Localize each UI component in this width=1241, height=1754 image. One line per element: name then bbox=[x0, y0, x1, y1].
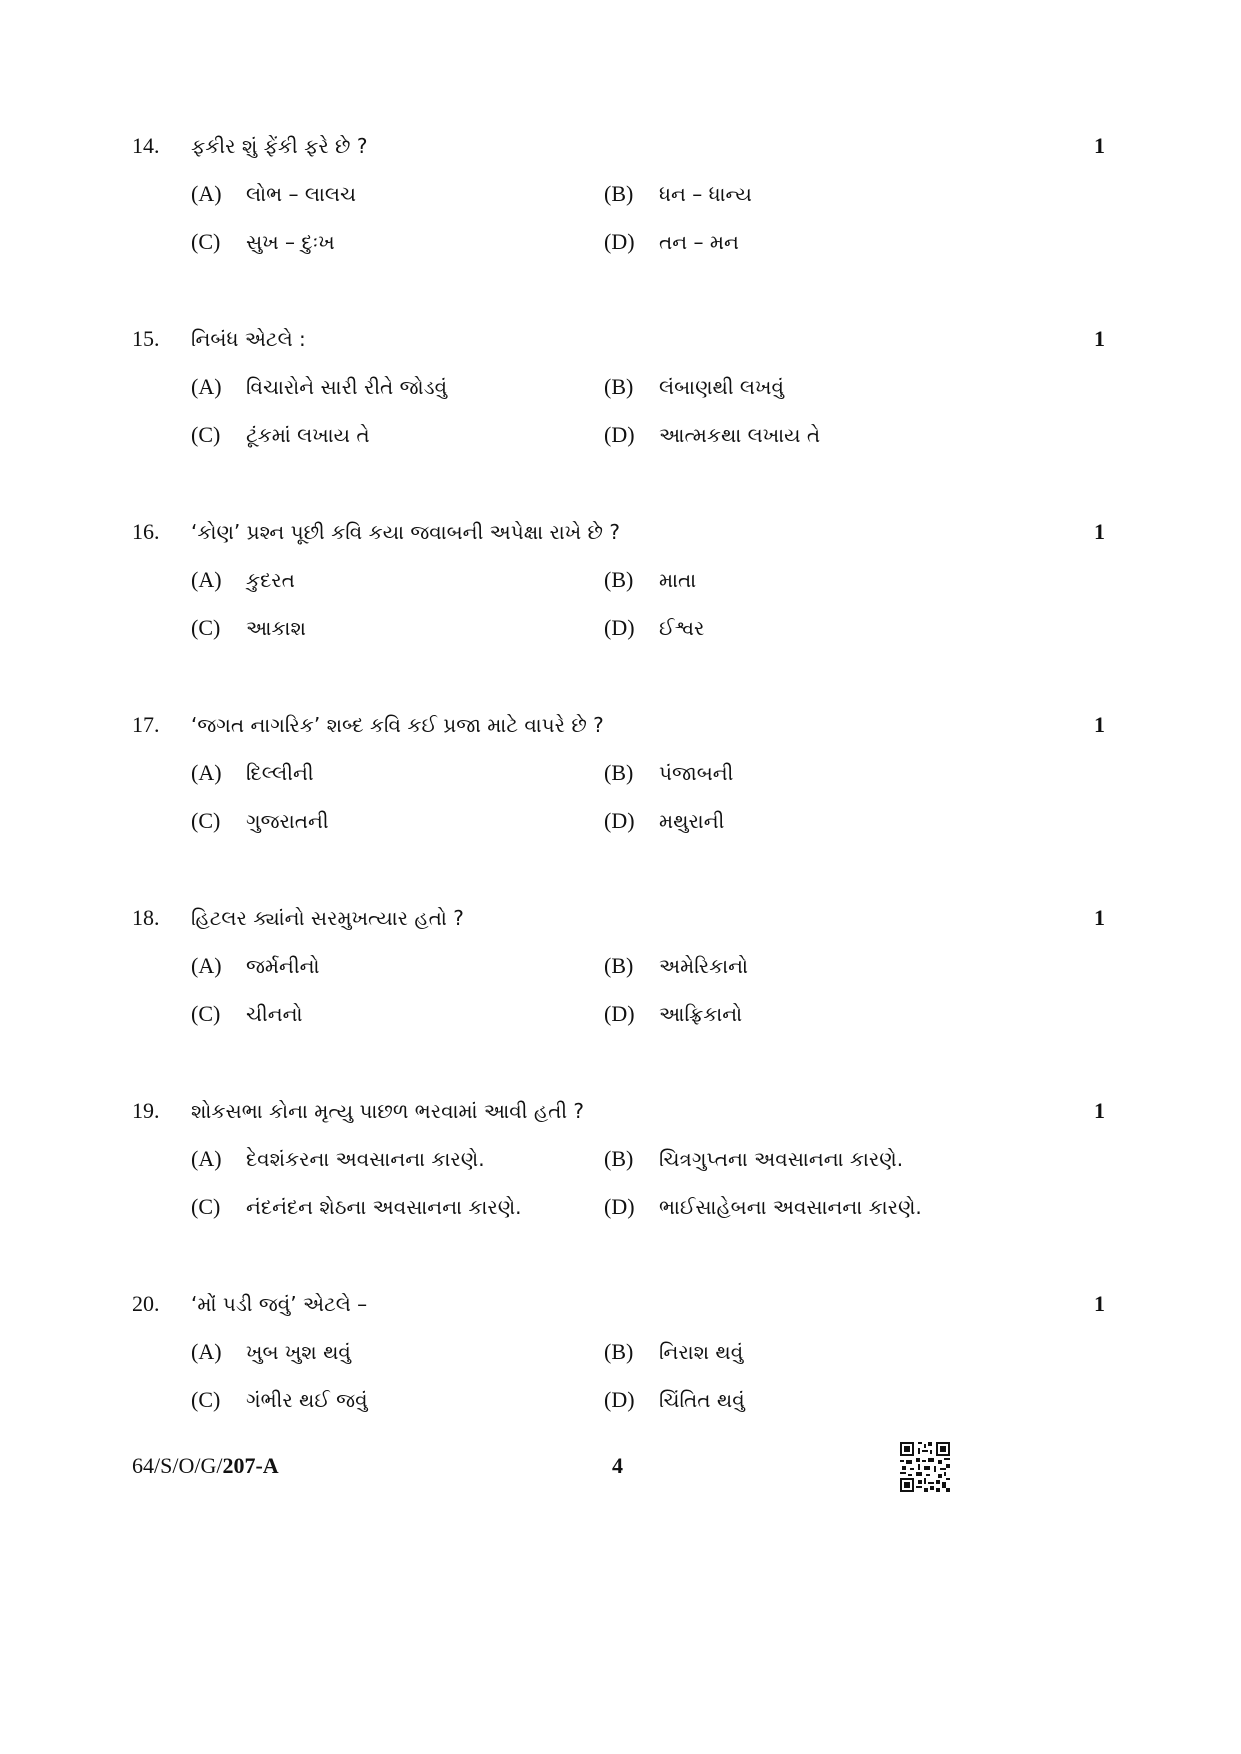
option-text: આત્મકથા લખાય તે bbox=[659, 423, 821, 447]
option-text: દેવશંકરના અવસાનના કારણે. bbox=[246, 1147, 485, 1171]
question-marks: 1 bbox=[1094, 712, 1105, 737]
option-label: (D) bbox=[604, 1001, 635, 1026]
question-text: નિબંધ એટલે : bbox=[191, 327, 306, 351]
option-label: (C) bbox=[191, 615, 221, 640]
option-label: (B) bbox=[604, 953, 634, 978]
option-label: (B) bbox=[604, 181, 634, 206]
option-text: સુખ – દુઃખ bbox=[246, 230, 335, 254]
option-text: લોભ – લાલચ bbox=[246, 182, 356, 206]
question-number: 16. bbox=[132, 519, 160, 544]
question-text: ‘જગત નાગરિક’ શબ્દ કવિ કઈ પ્રજા માટે વાપરે છે ? bbox=[191, 713, 604, 737]
option-label: (A) bbox=[191, 374, 222, 399]
option-text: કુદરત bbox=[246, 568, 295, 592]
option-label: (A) bbox=[191, 181, 222, 206]
option-text: મથુરાની bbox=[659, 809, 725, 833]
option-text: ચિત્રગુપ્તના અવસાનના કારણે. bbox=[659, 1147, 904, 1171]
option-text: ચીનનો bbox=[246, 1002, 303, 1026]
qr-code-icon bbox=[900, 1442, 950, 1492]
option-text: ગંભીર થઈ જવું bbox=[246, 1388, 368, 1412]
question-number: 14. bbox=[132, 133, 160, 158]
question-number: 18. bbox=[132, 905, 160, 930]
option-label: (C) bbox=[191, 229, 221, 254]
question-marks: 1 bbox=[1094, 133, 1105, 158]
question-number: 19. bbox=[132, 1098, 160, 1123]
question-text: શોકસભા કોના મૃત્યુ પાછળ ભરવામાં આવી હતી ? bbox=[191, 1099, 585, 1123]
question-marks: 1 bbox=[1094, 1291, 1105, 1316]
option-label: (A) bbox=[191, 760, 222, 785]
option-label: (C) bbox=[191, 808, 221, 833]
question-text: ફકીર શું ફેંકી ફરે છે ? bbox=[191, 134, 368, 158]
option-text: નંદનંદન શેઠના અવસાનના કારણે. bbox=[246, 1195, 522, 1219]
question-number: 20. bbox=[132, 1291, 160, 1316]
question-number: 15. bbox=[132, 326, 160, 351]
option-text: ચિંતિત થવું bbox=[659, 1388, 745, 1412]
paper-code bbox=[132, 1452, 279, 1480]
paper-code-suffix: 207-A bbox=[222, 1453, 279, 1478]
option-label: (B) bbox=[604, 374, 634, 399]
question-number: 17. bbox=[132, 712, 160, 737]
option-label: (C) bbox=[191, 422, 221, 447]
option-text: જર્મનીનો bbox=[246, 954, 320, 978]
option-text: ધન – ધાન્ય bbox=[659, 182, 752, 206]
question-marks: 1 bbox=[1094, 905, 1105, 930]
option-label: (B) bbox=[604, 1339, 634, 1364]
question-text: ‘મોં પડી જવું’ એટલે – bbox=[191, 1292, 368, 1316]
option-label: (B) bbox=[604, 760, 634, 785]
option-text: આફ્રિકાનો bbox=[659, 1002, 743, 1026]
question-marks: 1 bbox=[1094, 326, 1105, 351]
option-label: (C) bbox=[191, 1387, 221, 1412]
option-text: ભાઈસાહેબના અવસાનના કારણે. bbox=[659, 1195, 922, 1219]
option-label: (D) bbox=[604, 229, 635, 254]
option-text: ટૂંકમાં લખાય તે bbox=[246, 423, 370, 447]
question-text: ‘કોણ’ પ્રશ્ન પૂછી કવિ કયા જવાબની અપેક્ષા રાખે છે ? bbox=[191, 520, 620, 544]
option-label: (D) bbox=[604, 422, 635, 447]
option-text: નિરાશ થવું bbox=[659, 1340, 744, 1364]
option-label: (D) bbox=[604, 615, 635, 640]
option-label: (D) bbox=[604, 1194, 635, 1219]
option-label: (B) bbox=[604, 1146, 634, 1171]
option-text: ઈશ્વર bbox=[659, 616, 705, 640]
option-text: માતા bbox=[659, 568, 697, 592]
option-text: વિચારોને સારી રીતે જોડવું bbox=[246, 375, 448, 399]
option-label: (A) bbox=[191, 953, 222, 978]
question-marks: 1 bbox=[1094, 1098, 1105, 1123]
option-text: અમેરિકાનો bbox=[659, 954, 748, 978]
option-label: (A) bbox=[191, 1146, 222, 1171]
question-text: હિટલર ક્યાંનો સરમુખત્યાર હતો ? bbox=[191, 906, 464, 930]
option-label: (B) bbox=[604, 567, 634, 592]
option-label: (D) bbox=[604, 1387, 635, 1412]
option-text: પંજાબની bbox=[659, 761, 734, 785]
question-marks: 1 bbox=[1094, 519, 1105, 544]
option-text: ખુબ ખુશ થવું bbox=[246, 1340, 351, 1364]
option-label: (D) bbox=[604, 808, 635, 833]
option-label: (C) bbox=[191, 1194, 221, 1219]
paper-code-prefix: 64/S/O/G/ bbox=[132, 1453, 223, 1478]
option-text: દિલ્લીની bbox=[246, 761, 314, 785]
option-text: લંબાણથી લખવું bbox=[659, 375, 784, 399]
option-text: તન – મન bbox=[659, 230, 739, 254]
page-number: 4 bbox=[612, 1453, 623, 1478]
option-text: ગુજરાતની bbox=[246, 809, 329, 833]
option-label: (A) bbox=[191, 1339, 222, 1364]
option-label: (C) bbox=[191, 1001, 221, 1026]
option-label: (A) bbox=[191, 567, 222, 592]
option-text: આકાશ bbox=[246, 616, 306, 640]
